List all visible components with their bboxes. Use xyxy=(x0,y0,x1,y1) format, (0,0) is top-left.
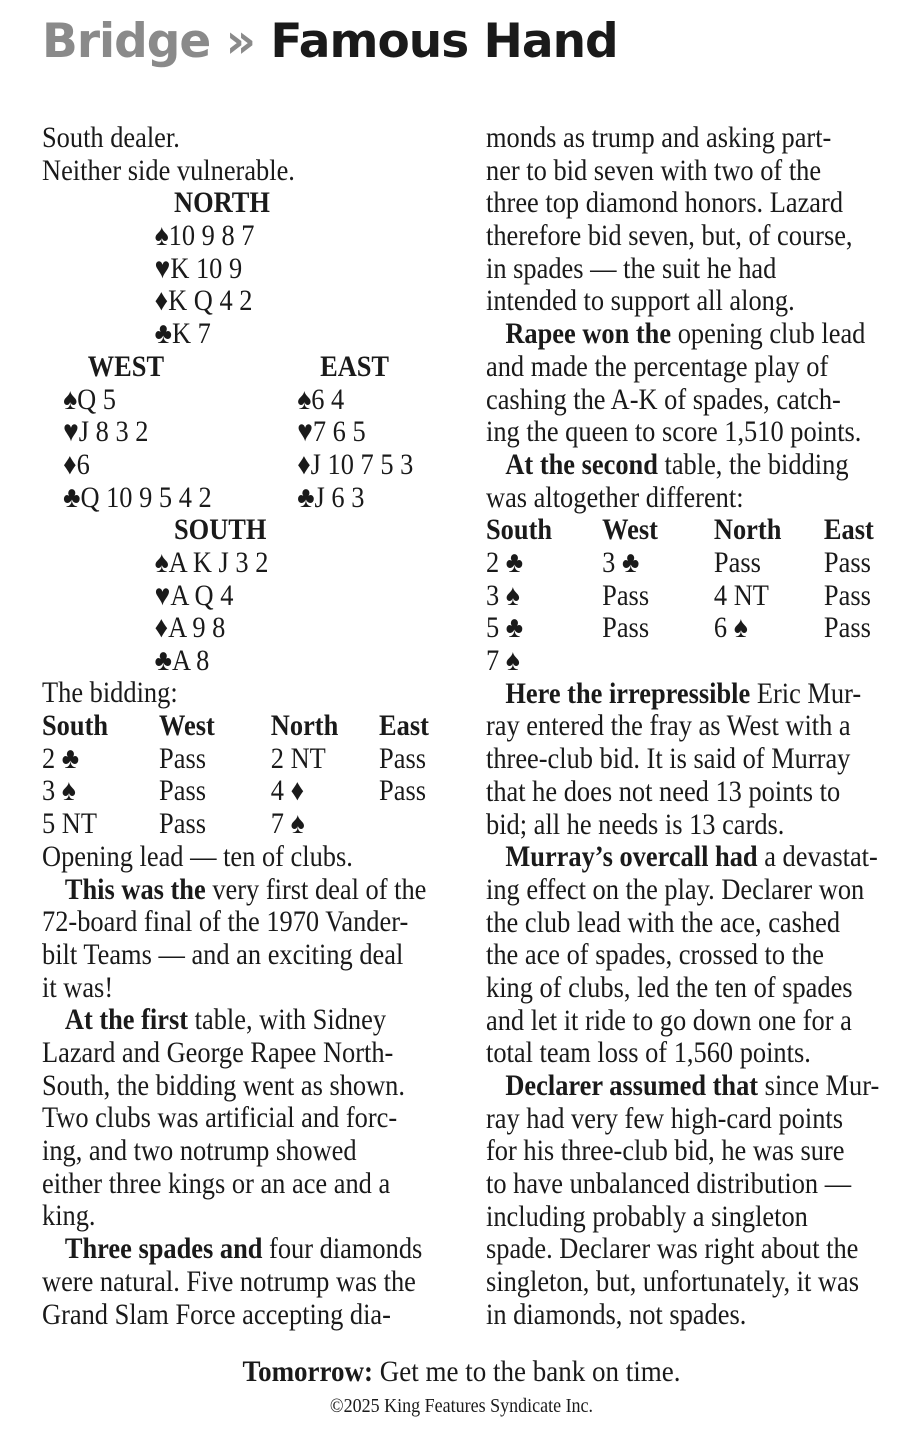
right-column xyxy=(486,122,895,1332)
bid-cell: 3 ♣ xyxy=(602,545,640,579)
north-clubs: ♣K 7 xyxy=(154,317,211,351)
bid-cell: Pass xyxy=(602,611,650,645)
paragraph-lead: At the first xyxy=(64,1003,189,1037)
bid-cell: Pass xyxy=(159,741,206,775)
south-diamonds: ♦A 9 8 xyxy=(154,611,226,645)
paragraph-lead: Rapee won the xyxy=(505,317,672,351)
paragraph-line: total team loss of 1,560 points. xyxy=(486,1036,811,1070)
bid-cell: Pass xyxy=(823,545,871,579)
north-diamonds: ♦K Q 4 2 xyxy=(154,284,253,318)
bid-cell: 2 ♣ xyxy=(486,545,524,579)
left-paragraph xyxy=(42,874,456,1005)
paragraph-line: three-club bid. It is said of Murray xyxy=(486,742,851,776)
paragraph-lead: Declarer assumed that xyxy=(505,1069,759,1102)
opening-lead: Opening lead — ten of clubs. xyxy=(42,839,353,873)
paragraph-line: that he does not need 13 points to xyxy=(486,774,841,808)
paragraph-line: bid; all he needs is 13 cards. xyxy=(486,807,785,841)
tomorrow-teaser xyxy=(46,1355,877,1389)
paragraph-lead: Three spades and xyxy=(64,1232,263,1266)
east-hearts: ♥7 6 5 xyxy=(297,415,366,449)
north-hearts: ♥K 10 9 xyxy=(154,251,243,285)
bidding-row xyxy=(42,743,456,776)
bid-cell: 5 ♣ xyxy=(486,611,524,645)
bidding-header: East xyxy=(823,513,874,547)
page-header xyxy=(42,14,618,69)
paragraph-line: in spades — the suit he had xyxy=(486,251,777,285)
paragraph-line: Three spades and four diamonds xyxy=(64,1232,423,1266)
paragraph-lead: Here the irrepressible xyxy=(505,676,751,710)
paragraph-line: for his three-club bid, he was sure xyxy=(486,1134,845,1168)
paragraph-line: and made the percentage play of xyxy=(486,349,829,383)
paragraph-line: cashing the A-K of spades, catch- xyxy=(486,382,841,416)
paragraph-line: At the second table, the bidding xyxy=(505,447,849,481)
paragraph-line: ing the queen to score 1,510 points. xyxy=(486,415,862,449)
bidding-header-row xyxy=(486,514,895,547)
bid-cell: Pass xyxy=(602,578,650,612)
paragraph-line: either three kings or an ace and a xyxy=(42,1166,391,1200)
right-paragraph xyxy=(486,318,895,449)
page-footer xyxy=(0,1355,923,1418)
paragraph-line: Two clubs was artificial and forc- xyxy=(42,1101,398,1135)
bid-cell: 5 NT xyxy=(42,807,97,841)
bidding-row xyxy=(486,547,895,580)
bid-cell: Pass xyxy=(823,611,871,645)
east-spades: ♠6 4 xyxy=(297,382,345,416)
right-intro-paragraph xyxy=(486,122,895,318)
bid-cell: 6 ♠ xyxy=(713,611,748,645)
bid-cell: Pass xyxy=(159,774,206,808)
paragraph-line: bilt Teams — and an exciting deal xyxy=(42,937,404,971)
vulnerability-line: Neither side vulnerable. xyxy=(42,153,295,187)
paragraph-line: ing, and two notrump showed xyxy=(42,1134,357,1168)
south-spades: ♠A K J 3 2 xyxy=(154,546,269,580)
paragraph-line: monds as trump and asking part- xyxy=(486,121,832,154)
bidding-row xyxy=(486,612,895,645)
hand-diagram xyxy=(42,187,456,677)
paragraph-line: ing effect on the play. Declarer won xyxy=(486,872,865,906)
paragraph-line: king of clubs, led the ten of spades xyxy=(486,970,853,1004)
column-title: Famous Hand xyxy=(270,14,618,69)
bid-cell: Pass xyxy=(823,578,871,612)
south-hearts: ♥A Q 4 xyxy=(154,578,234,612)
paragraph-line: South, the bidding went as shown. xyxy=(42,1068,405,1102)
east-diamonds: ♦J 10 7 5 3 xyxy=(297,447,414,481)
section-name: Bridge xyxy=(42,14,211,69)
west-diamonds: ♦6 xyxy=(63,447,90,481)
paragraph-line: was altogether different: xyxy=(486,480,744,514)
paragraph-line: therefore bid seven, but, of course, xyxy=(486,219,853,253)
south-label: SOUTH xyxy=(174,513,267,547)
paragraph-line: three top diamond honors. Lazard xyxy=(486,186,844,220)
east-label: EAST xyxy=(320,349,390,383)
bidding-header: South xyxy=(42,709,109,743)
bid-cell: 7 ♠ xyxy=(270,807,305,841)
east-clubs: ♣J 6 3 xyxy=(297,480,365,514)
paragraph-line: ray entered the fray as West with a xyxy=(486,709,851,743)
bidding-title: The bidding: xyxy=(42,676,178,710)
paragraph-line: the ace of spades, crossed to the xyxy=(486,938,824,972)
paragraph-line: Lazard and George Rapee North- xyxy=(42,1036,394,1069)
paragraph-lead: This was the xyxy=(64,872,206,906)
left-paragraph xyxy=(42,1233,456,1331)
paragraph-line: it was! xyxy=(42,970,114,1004)
paragraph-lead: Murray’s overcall had xyxy=(505,840,758,874)
bidding-row xyxy=(486,645,895,678)
opening-lead-line xyxy=(42,841,456,874)
dealer-line: South dealer. xyxy=(42,121,180,154)
west-hearts: ♥J 8 3 2 xyxy=(63,415,149,449)
bid-cell: 7 ♠ xyxy=(486,644,520,677)
bidding-row xyxy=(486,580,895,613)
paragraph-line: and let it ride to go down one for a xyxy=(486,1003,852,1037)
west-spades: ♠Q 5 xyxy=(63,382,117,416)
bid-cell: Pass xyxy=(379,741,426,775)
bidding-header-row xyxy=(42,710,456,743)
right-paragraph xyxy=(486,841,895,1070)
copyright-notice: ©2025 King Features Syndicate Inc. xyxy=(329,1395,594,1417)
paragraph-line: Rapee won the opening club lead xyxy=(505,317,866,351)
paragraph-line: spade. Declarer was right about the xyxy=(486,1232,859,1266)
bid-cell: Pass xyxy=(379,774,426,808)
bid-cell: 3 ♠ xyxy=(42,774,76,808)
bid-cell: 3 ♠ xyxy=(486,578,520,612)
paragraph-line: ray had very few high-card points xyxy=(486,1101,844,1135)
west-label: WEST xyxy=(87,349,165,383)
bid-cell: Pass xyxy=(713,545,761,579)
paragraph-line: including probably a singleton xyxy=(486,1199,808,1233)
bid-cell: 4 ♦ xyxy=(270,774,305,808)
paragraph-line: Grand Slam Force accepting dia- xyxy=(42,1297,391,1331)
bidding-header: West xyxy=(602,513,658,547)
north-label: NORTH xyxy=(174,186,270,220)
paragraph-line: 72-board final of the 1970 Vander- xyxy=(42,905,409,939)
bidding-row xyxy=(42,775,456,808)
south-clubs: ♣A 8 xyxy=(154,644,210,678)
right-paragraph xyxy=(486,1070,895,1332)
bidding-header: East xyxy=(379,709,429,743)
paragraph-line: singleton, but, unfortunately, it was xyxy=(486,1265,859,1299)
paragraph-line: the club lead with the ace, cashed xyxy=(486,905,841,939)
bidding-table-first xyxy=(42,710,456,874)
left-paragraph xyxy=(42,1004,456,1233)
paragraph-line: king. xyxy=(42,1199,96,1233)
paragraph-line: This was the very first deal of the xyxy=(64,872,427,906)
paragraph-line: ner to bid seven with two of the xyxy=(486,153,822,187)
bidding-header: South xyxy=(486,513,553,547)
paragraph-line: At the first table, with Sidney xyxy=(64,1003,387,1037)
paragraph-line: to have unbalanced distribution — xyxy=(486,1167,852,1201)
right-paragraph xyxy=(486,449,895,514)
paragraph-line: intended to support all along. xyxy=(486,284,795,318)
paragraph-line: Declarer assumed that since Mur- xyxy=(505,1069,880,1102)
bid-cell: 2 NT xyxy=(270,741,326,775)
paragraph-line: Here the irrepressible Eric Mur- xyxy=(505,676,862,710)
paragraph-line: were natural. Five notrump was the xyxy=(42,1264,416,1298)
bidding-table-second xyxy=(486,514,895,678)
bidding-header: West xyxy=(159,709,215,743)
paragraph-lead: At the second xyxy=(505,447,658,481)
bidding-header: North xyxy=(713,513,782,547)
left-column xyxy=(42,122,456,1331)
right-paragraph xyxy=(486,678,895,841)
north-spades: ♠10 9 8 7 xyxy=(154,219,255,253)
paragraph-line: in diamonds, not spades. xyxy=(486,1297,747,1331)
tomorrow-text: Get me to the bank on time. xyxy=(373,1355,681,1388)
bidding-header: North xyxy=(270,709,339,743)
bid-cell: 4 NT xyxy=(713,578,769,612)
west-clubs: ♣Q 10 9 5 4 2 xyxy=(63,480,212,514)
paragraph-line: Murray’s overcall had a devastat- xyxy=(505,840,878,874)
bid-cell: Pass xyxy=(159,807,206,841)
tomorrow-label: Tomorrow: xyxy=(242,1355,374,1388)
header-separator: » xyxy=(225,14,256,69)
bid-cell: 2 ♣ xyxy=(42,741,80,775)
bidding-row xyxy=(42,808,456,841)
